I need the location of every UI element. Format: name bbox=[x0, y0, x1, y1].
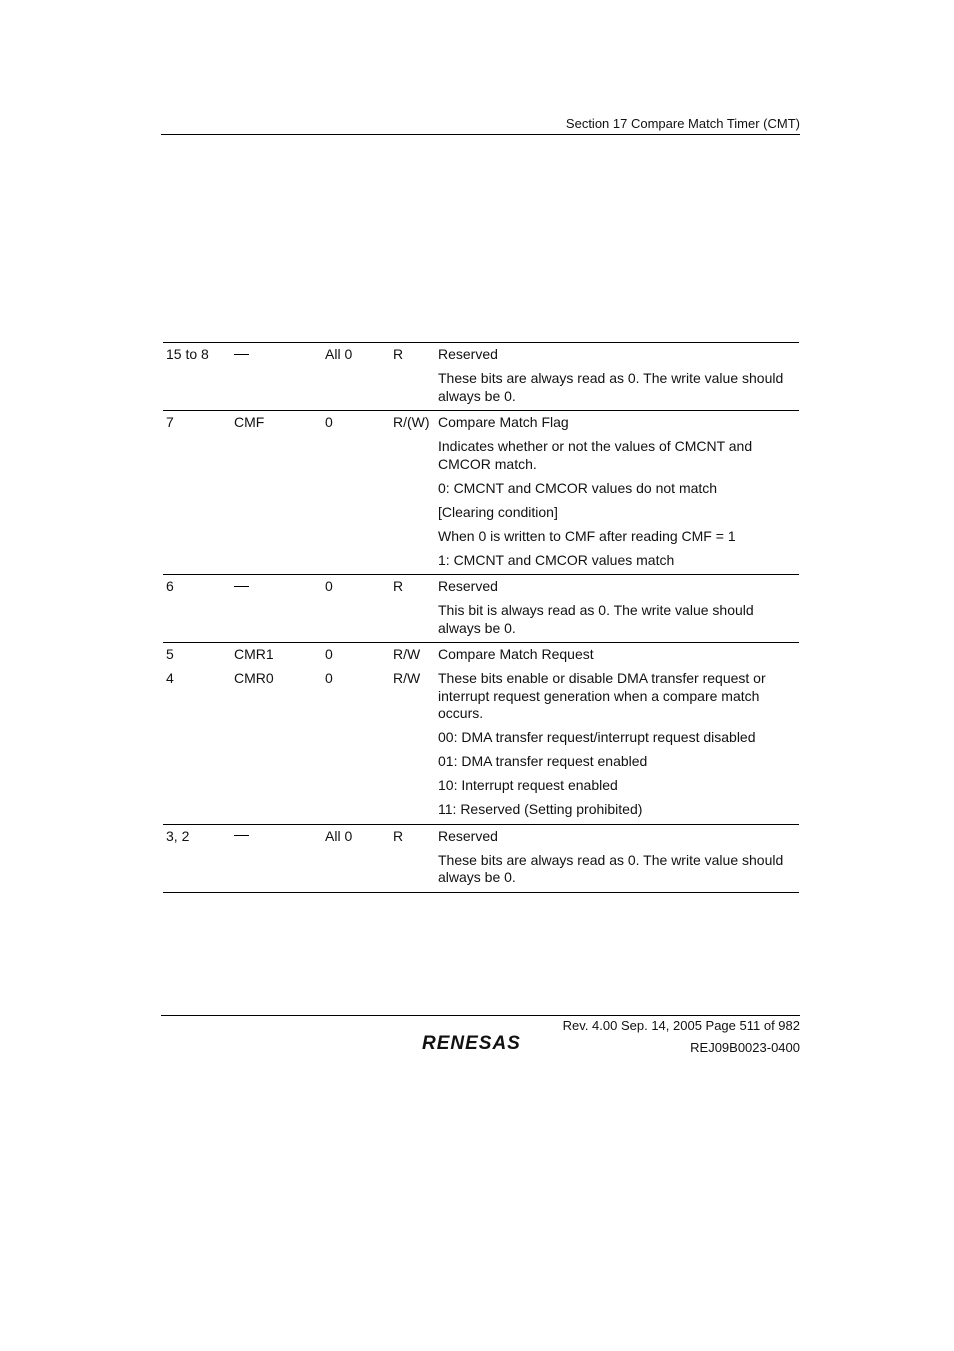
bit-cell: 7 bbox=[166, 414, 174, 430]
footer-rule bbox=[161, 1015, 800, 1016]
table-row bbox=[163, 670, 799, 819]
bit-cell: 6 bbox=[166, 578, 174, 594]
description-cell bbox=[438, 670, 799, 819]
bit-name-cell: CMR1 bbox=[234, 646, 274, 662]
running-header: Section 17 Compare Match Timer (CMT) bbox=[565, 116, 800, 131]
initial-value-cell: 0 bbox=[325, 578, 333, 594]
table-row-group bbox=[163, 643, 799, 825]
description-line: This bit is always read as 0. The write value should always be 0. bbox=[438, 602, 754, 636]
initial-value-cell: All 0 bbox=[325, 827, 353, 844]
logo-text: RENESAS bbox=[422, 1033, 521, 1053]
initial-value-cell: 0 bbox=[325, 670, 333, 686]
description-line: Reserved bbox=[438, 827, 498, 844]
initial-value-cell: All 0 bbox=[325, 346, 353, 362]
description-line: When 0 is written to CMF after reading CMF = 1 bbox=[438, 527, 736, 544]
description-line: 0: CMCNT and CMCOR values do not match bbox=[438, 479, 718, 496]
description-line: 11: Reserved (Setting prohibited) bbox=[438, 801, 643, 817]
description-line: These bits are always read as 0. The write value should always be 0. bbox=[438, 370, 784, 404]
rw-cell: R bbox=[393, 578, 404, 594]
table-row bbox=[163, 828, 799, 887]
description-cell bbox=[438, 578, 799, 637]
table-row-group bbox=[163, 411, 799, 575]
em-dash bbox=[234, 835, 249, 836]
bit-cell: 3, 2 bbox=[166, 827, 190, 844]
description-line: 1: CMCNT and CMCOR values match bbox=[438, 551, 675, 568]
description-line: These bits enable or disable DMA transfer request or interrupt request generation when a compare match occurs. bbox=[438, 670, 766, 721]
bit-cell: 5 bbox=[166, 646, 174, 662]
description-line: 00: DMA transfer request/interrupt request disabled bbox=[438, 729, 756, 745]
description-line: [Clearing condition] bbox=[438, 503, 558, 520]
table-row-group bbox=[163, 825, 799, 893]
table-row-group bbox=[163, 343, 799, 411]
bit-name-cell bbox=[234, 346, 325, 364]
footer-doc-number: REJ09B0023-0400 bbox=[690, 1040, 800, 1055]
description-line: 10: Interrupt request enabled bbox=[438, 777, 618, 793]
description-line: 01: DMA transfer request enabled bbox=[438, 753, 648, 769]
table-row-group bbox=[163, 575, 799, 643]
description-line: Reserved bbox=[438, 578, 498, 594]
initial-value-cell: 0 bbox=[325, 414, 333, 430]
table-row bbox=[163, 414, 799, 569]
description-line: Reserved bbox=[438, 346, 498, 362]
table-row bbox=[163, 578, 799, 637]
description-line: Compare Match Request bbox=[438, 646, 594, 662]
table-row bbox=[163, 646, 799, 664]
bit-cell: 15 to 8 bbox=[166, 346, 209, 362]
bit-name-cell bbox=[234, 578, 325, 596]
bit-name-cell: CMR0 bbox=[234, 670, 274, 686]
initial-value-cell: 0 bbox=[325, 646, 333, 662]
description-cell bbox=[438, 646, 799, 664]
rw-cell: R/(W) bbox=[393, 414, 430, 430]
bit-name-cell bbox=[234, 828, 325, 846]
rw-cell: R bbox=[393, 827, 404, 844]
description-cell bbox=[438, 414, 799, 569]
header-rule bbox=[161, 134, 800, 135]
rw-cell: R/W bbox=[393, 670, 421, 686]
table-row bbox=[163, 346, 799, 405]
rw-cell: R/W bbox=[393, 646, 421, 662]
description-cell bbox=[438, 828, 799, 887]
bit-name-cell: CMF bbox=[234, 414, 265, 430]
footer-revision: Rev. 4.00 Sep. 14, 2005 Page 511 of 982 bbox=[562, 1018, 800, 1033]
description-line: These bits are always read as 0. The write value should always be 0. bbox=[438, 851, 784, 885]
description-line: Indicates whether or not the values of CMCNT and CMCOR match. bbox=[438, 438, 753, 472]
description-line: Compare Match Flag bbox=[438, 414, 569, 430]
bit-cell: 4 bbox=[166, 670, 174, 686]
description-cell bbox=[438, 346, 799, 405]
rw-cell: R bbox=[393, 346, 404, 362]
em-dash bbox=[234, 586, 249, 587]
em-dash bbox=[234, 354, 249, 355]
register-bit-table bbox=[163, 342, 799, 893]
